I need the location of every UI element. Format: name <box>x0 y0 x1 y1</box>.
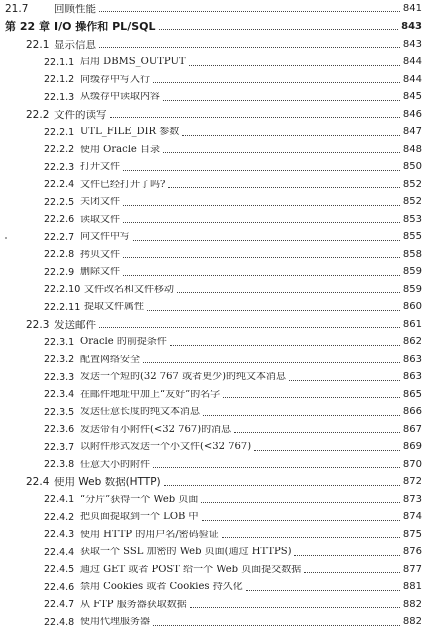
toc-dot-leader <box>133 240 400 241</box>
toc-entry-page-number: 872 <box>403 477 422 487</box>
toc-subsection-entry[interactable] <box>0 281 428 299</box>
toc-entry-title: 使用代理服务器 <box>80 617 150 627</box>
toc-section-entry[interactable] <box>0 106 428 124</box>
toc-dot-leader <box>294 555 399 556</box>
toc-subsection-entry[interactable] <box>0 404 428 422</box>
toc-entry-number: 22.2.4 <box>0 180 80 190</box>
toc-entry-number: 22.2.3 <box>0 163 80 173</box>
toc-dot-leader <box>123 222 400 223</box>
toc-entry-number: 22.2.5 <box>0 198 80 208</box>
toc-entry-page-number: 877 <box>403 565 422 575</box>
toc-entry-page-number: 848 <box>403 145 422 155</box>
toc-entry-page-number: 844 <box>403 75 422 85</box>
toc-dot-leader <box>123 205 400 206</box>
toc-entry-title: 使用 Oracle 目录 <box>80 145 160 155</box>
toc-subsection-entry[interactable] <box>0 89 428 107</box>
toc-dot-leader <box>203 415 400 416</box>
toc-dot-leader <box>159 29 399 30</box>
toc-entry-number: 22.3 <box>0 320 54 331</box>
toc-entry-number: 22.4.3 <box>0 530 80 540</box>
toc-entry-page-number: 843 <box>403 40 422 50</box>
scan-speck <box>5 237 7 239</box>
toc-entry-number: 22.4.8 <box>0 618 80 628</box>
toc-entry-title: 向文件中写 <box>80 232 130 242</box>
toc-dot-leader <box>99 47 400 48</box>
toc-subsection-entry[interactable] <box>0 334 428 352</box>
toc-entry-title: 显示信息 <box>54 40 96 51</box>
toc-entry-page-number: 867 <box>403 425 422 435</box>
toc-subsection-entry[interactable] <box>0 369 428 387</box>
toc-entry-number: 22.3.4 <box>0 390 80 400</box>
toc-entry-title: “分片”获得一个 Web 页面 <box>80 495 198 505</box>
toc-dot-leader <box>153 625 400 626</box>
toc-entry-page-number: 882 <box>403 617 422 627</box>
toc-entry-number: 22.2.11 <box>0 303 84 313</box>
toc-dot-leader <box>110 117 400 118</box>
toc-entry-title: 发送邮件 <box>54 320 96 331</box>
toc-entry-number: 22.3.1 <box>0 338 80 348</box>
toc-entry-number: 22.1.2 <box>0 75 80 85</box>
toc-entry-number: 22.3.8 <box>0 460 80 470</box>
toc-entry-page-number: 852 <box>403 197 422 207</box>
toc-subsection-entry[interactable] <box>0 561 428 579</box>
toc-entry-number: 22.1 <box>0 40 54 51</box>
toc-dot-leader <box>201 502 400 503</box>
toc-entry-title: 读取文件 <box>80 215 120 225</box>
toc-section-entry[interactable] <box>0 474 428 492</box>
toc-dot-leader <box>153 82 400 83</box>
toc-entry-number: 22.3.7 <box>0 443 80 453</box>
toc-dot-leader <box>222 537 400 538</box>
toc-entry-page-number: 845 <box>403 92 422 102</box>
toc-subsection-entry[interactable] <box>0 491 428 509</box>
toc-entry-number: 22.4.1 <box>0 495 80 505</box>
toc-entry-page-number: 861 <box>403 320 422 330</box>
toc-entry-page-number: 850 <box>403 162 422 172</box>
toc-entry-number: 22.4.5 <box>0 565 80 575</box>
toc-entry-title: 从 FTP 服务器获取数据 <box>80 600 187 610</box>
toc-dot-leader <box>190 607 400 608</box>
toc-entry-number: 第 22 章 <box>0 21 54 32</box>
toc-entry-page-number: 875 <box>403 530 422 540</box>
toc-subsection-entry[interactable] <box>0 141 428 159</box>
toc-entry-title: 向缓存中写入行 <box>80 75 150 85</box>
toc-subsection-entry[interactable] <box>0 579 428 597</box>
toc-section-entry[interactable] <box>0 0 428 18</box>
toc-entry-title: 获取一个 SSL 加密的 Web 页面(通过 HTTPS) <box>80 547 291 557</box>
toc-entry-title: 提取文件属性 <box>84 302 144 312</box>
toc-entry-title: 关闭文件 <box>80 197 120 207</box>
toc-entry-page-number: 863 <box>403 355 422 365</box>
toc-entry-number: 22.1.3 <box>0 93 80 103</box>
toc-entry-page-number: 852 <box>403 180 422 190</box>
toc-entry-page-number: 847 <box>403 127 422 137</box>
toc-subsection-entry[interactable] <box>0 194 428 212</box>
toc-dot-leader <box>246 590 400 591</box>
toc-subsection-entry[interactable] <box>0 439 428 457</box>
toc-dot-leader <box>182 135 400 136</box>
toc-subsection-entry[interactable] <box>0 229 428 247</box>
toc-entry-title: 打开文件 <box>80 162 120 172</box>
toc-entry-title: 发送一个短的(32 767 或者更少)的纯文本消息 <box>80 372 286 382</box>
toc-section-entry[interactable] <box>0 316 428 334</box>
toc-subsection-entry[interactable] <box>0 351 428 369</box>
toc-subsection-entry[interactable] <box>0 299 428 317</box>
toc-subsection-entry[interactable] <box>0 456 428 474</box>
toc-subsection-entry[interactable] <box>0 159 428 177</box>
toc-dot-leader <box>123 275 400 276</box>
toc-dot-leader <box>147 310 400 311</box>
toc-entry-number: 22.2.1 <box>0 128 80 138</box>
toc-dot-leader <box>177 292 400 293</box>
toc-dot-leader <box>202 520 400 521</box>
toc-entry-title: 在邮件地址中加上“友好”的名字 <box>80 390 220 400</box>
toc-entry-page-number: 843 <box>401 22 422 32</box>
toc-dot-leader <box>254 450 400 451</box>
toc-entry-page-number: 846 <box>403 110 422 120</box>
toc-entry-page-number: 859 <box>403 285 422 295</box>
toc-dot-leader <box>143 362 400 363</box>
toc-chapter-entry[interactable] <box>0 18 428 37</box>
toc-entry-title: 以附件形式发送一个小文件(<32 767) <box>80 442 251 452</box>
toc-entry-page-number: 859 <box>403 267 422 277</box>
toc-entry-page-number: 881 <box>403 582 422 592</box>
toc-entry-title: 禁用 Cookies 或者 Cookies 持久化 <box>80 582 243 592</box>
toc-subsection-entry[interactable] <box>0 544 428 562</box>
toc-entry-number: 22.4.2 <box>0 513 80 523</box>
toc-entry-title: 删除文件 <box>80 267 120 277</box>
toc-entry-title: 把页面提取到一个 LOB 中 <box>80 512 199 522</box>
toc-subsection-entry[interactable] <box>0 421 428 439</box>
toc-dot-leader <box>163 152 400 153</box>
toc-entry-page-number: 858 <box>403 250 422 260</box>
toc-entry-number: 22.2.8 <box>0 250 80 260</box>
toc-entry-page-number: 876 <box>403 547 422 557</box>
toc-entry-title: 拷贝文件 <box>80 250 120 260</box>
toc-subsection-entry[interactable] <box>0 264 428 282</box>
toc-entry-number: 22.4.6 <box>0 583 80 593</box>
toc-entry-page-number: 873 <box>403 495 422 505</box>
toc-entry-number: 22.2 <box>0 110 54 121</box>
toc-entry-number: 22.4.4 <box>0 548 80 558</box>
toc-dot-leader <box>123 170 400 171</box>
toc-entry-number: 22.3.3 <box>0 373 80 383</box>
toc-entry-number: 22.2.10 <box>0 285 84 295</box>
toc-dot-leader <box>163 100 400 101</box>
toc-subsection-entry[interactable] <box>0 246 428 264</box>
toc-entry-page-number: 874 <box>403 512 422 522</box>
toc-subsection-entry[interactable] <box>0 124 428 142</box>
toc-dot-leader <box>234 432 400 433</box>
toc-entry-title: 回顾性能 <box>54 4 96 15</box>
toc-entry-title: 文件已经打开了吗? <box>80 180 165 190</box>
toc-entry-page-number: 869 <box>403 442 422 452</box>
toc-entry-number: 22.2.9 <box>0 268 80 278</box>
toc-entry-page-number: 863 <box>403 372 422 382</box>
toc-entry-page-number: 860 <box>403 302 422 312</box>
toc-dot-leader <box>189 65 400 66</box>
toc-entry-number: 22.1.1 <box>0 58 80 68</box>
toc-subsection-entry[interactable] <box>0 614 428 631</box>
toc-section-entry[interactable] <box>0 36 428 54</box>
toc-entry-title: 文件改名和文件移动 <box>84 285 174 295</box>
toc-entry-number: 22.3.2 <box>0 355 80 365</box>
toc-dot-leader <box>123 257 400 258</box>
toc-entry-number: 22.4 <box>0 477 54 488</box>
toc-entry-title: 启用 DBMS_OUTPUT <box>80 57 186 67</box>
toc-entry-page-number: 844 <box>403 57 422 67</box>
toc-entry-page-number: 882 <box>403 600 422 610</box>
toc-entry-title: 使用 HTTP 的用户名/密码验证 <box>80 530 219 540</box>
toc-entry-page-number: 866 <box>403 407 422 417</box>
toc-entry-number: 22.4.7 <box>0 600 80 610</box>
toc-entry-page-number: 853 <box>403 215 422 225</box>
toc-entry-title: 发送带有小附件(<32 767)的消息 <box>80 425 231 435</box>
toc-dot-leader <box>168 187 400 188</box>
toc-entry-title: 任意大小的附件 <box>80 460 150 470</box>
toc-subsection-entry[interactable] <box>0 211 428 229</box>
toc-dot-leader <box>164 485 400 486</box>
toc-subsection-entry[interactable] <box>0 71 428 89</box>
toc-entry-page-number: 865 <box>403 390 422 400</box>
toc-entry-number: 22.2.6 <box>0 215 80 225</box>
toc-entry-page-number: 855 <box>403 232 422 242</box>
toc-entry-title: 使用 Web 数据(HTTP) <box>54 477 161 488</box>
toc-entry-page-number: 870 <box>403 460 422 470</box>
toc-entry-page-number: 841 <box>403 4 422 14</box>
toc-entry-number: 22.2.7 <box>0 233 80 243</box>
toc-subsection-entry[interactable] <box>0 509 428 527</box>
toc-dot-leader <box>170 345 400 346</box>
toc-dot-leader <box>99 327 400 328</box>
toc-subsection-entry[interactable] <box>0 386 428 404</box>
toc-dot-leader <box>223 397 400 398</box>
toc-subsection-entry[interactable] <box>0 526 428 544</box>
toc-subsection-entry[interactable] <box>0 176 428 194</box>
toc-entry-title: 发送任意长度的纯文本消息 <box>80 407 200 417</box>
toc-entry-number: 22.2.2 <box>0 145 80 155</box>
toc-entry-title: I/O 操作和 PL/SQL <box>54 21 156 32</box>
toc-entry-title: 从缓存中读取内容 <box>80 92 160 102</box>
toc-entry-title: Oracle 的前提条件 <box>80 337 167 347</box>
toc-dot-leader <box>304 572 400 573</box>
toc-entry-title: 文件的读写 <box>54 110 107 121</box>
toc-dot-leader <box>289 380 400 381</box>
toc-dot-leader <box>99 11 400 12</box>
toc-entry-number: 21.7 <box>0 4 54 15</box>
toc-dot-leader <box>153 467 400 468</box>
toc-entry-number: 22.3.5 <box>0 408 80 418</box>
toc-entry-title: UTL_FILE_DIR 参数 <box>80 127 179 137</box>
toc-entry-page-number: 862 <box>403 337 422 347</box>
toc-subsection-entry[interactable] <box>0 54 428 72</box>
toc-entry-number: 22.3.6 <box>0 425 80 435</box>
toc-entry-title: 配置网络安全 <box>80 355 140 365</box>
toc-entry-title: 通过 GET 或者 POST 给一个 Web 页面提交数据 <box>80 565 301 575</box>
